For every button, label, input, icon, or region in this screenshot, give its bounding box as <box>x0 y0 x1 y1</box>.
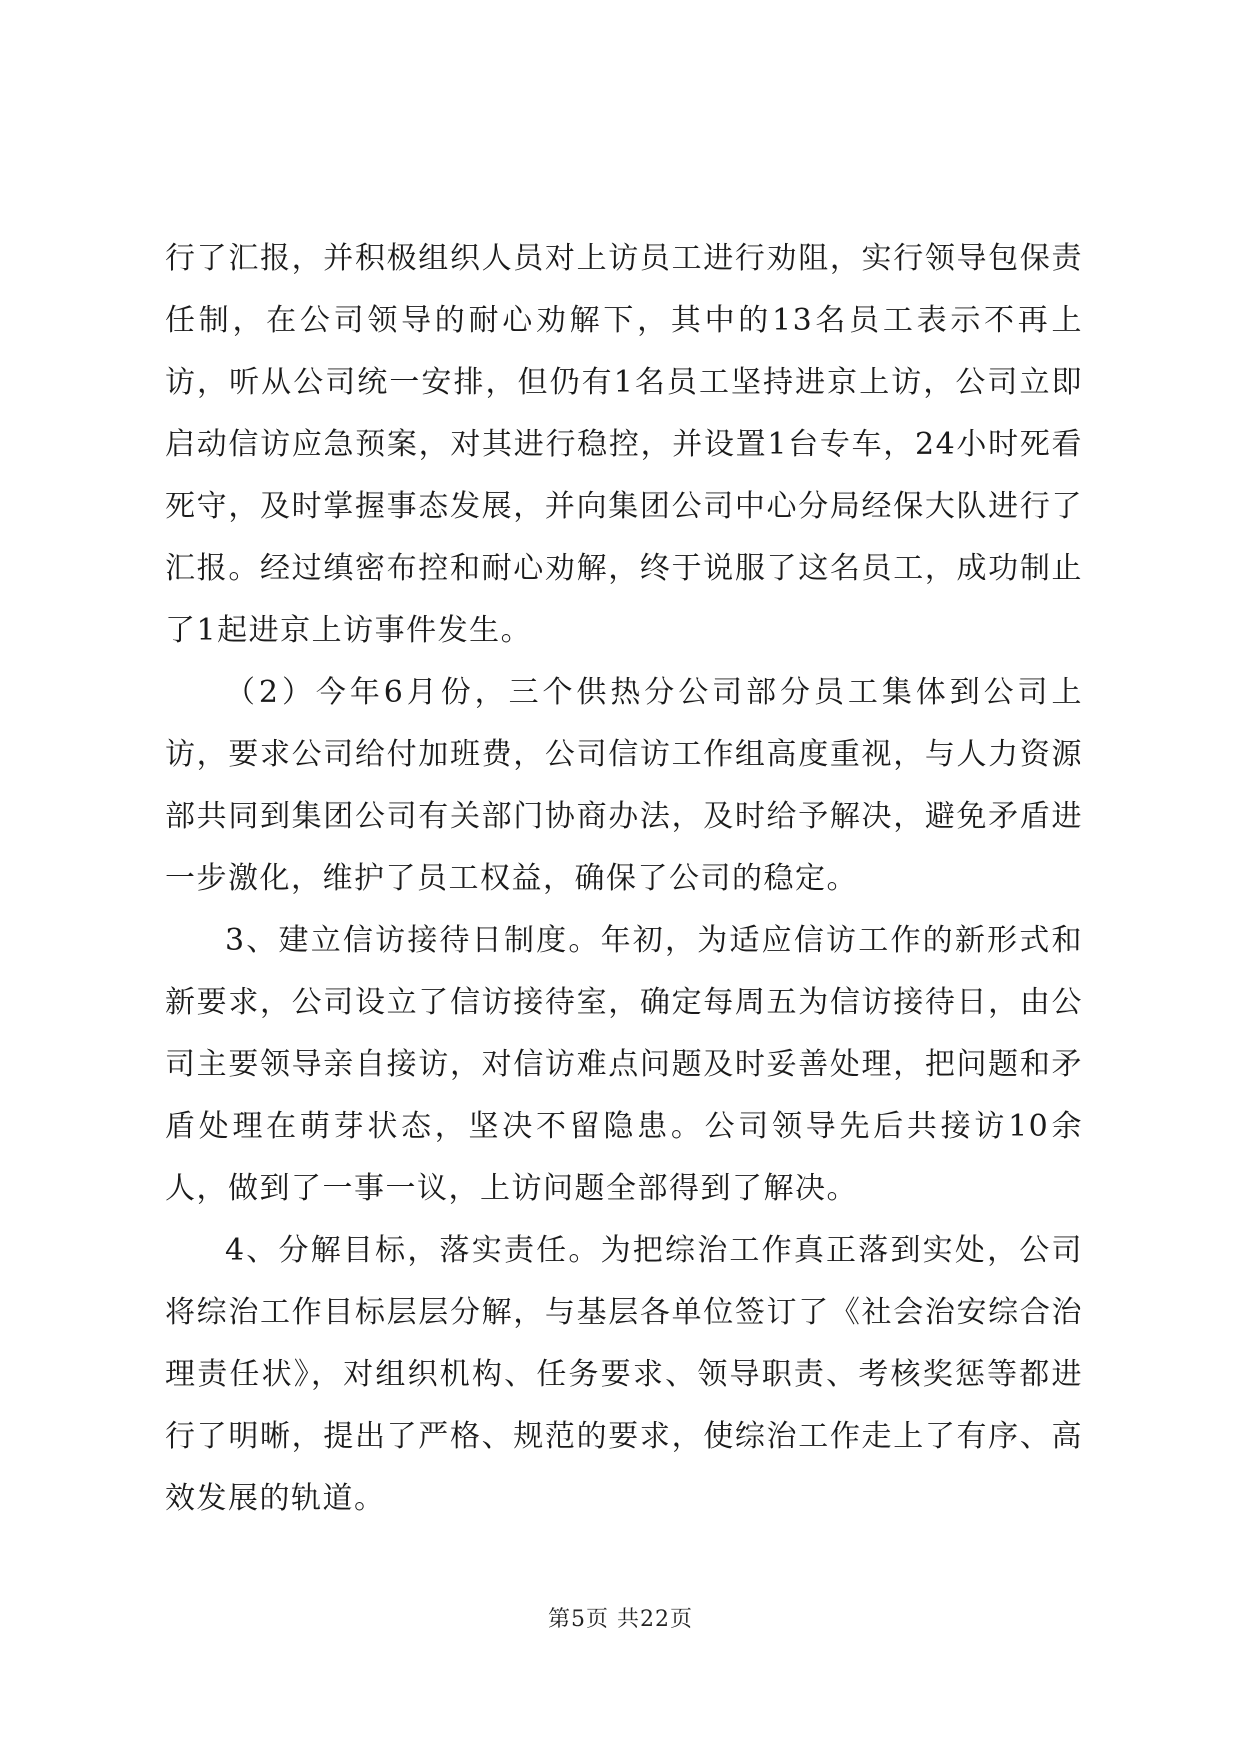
page-number-footer: 第5页 共22页 <box>548 1607 693 1632</box>
document-body <box>165 228 1083 1530</box>
paragraph-section-3: 3、建立信访接待日制度。年初，为适应信访工作的新形式和新要求，公司设立了信访接待室，确定每周五为信访接待日，由公司主要领导亲自接访，对信访难点问题及时妥善处理，把问题和矛盾处理在萌芽状态，坚决不留隐患。公司领导先后共接访10余人，做到了一事一议，上访问题全部得到了解决。 <box>165 923 1083 1206</box>
paragraph-continued: 行了汇报，并积极组织人员对上访员工进行劝阻，实行领导包保责任制，在公司领导的耐心劝解下，其中的13名员工表示不再上访，听从公司统一安排，但仍有1名员工坚持进京上访，公司立即启动信访应急预案，对其进行稳控，并设置1台专车，24小时死看死守，及时掌握事态发展，并向集团公司中心分局经保大队进行了汇报。经过缜密布控和耐心劝解，终于说服了这名员工，成功制止了1起进京上访事件发生。 <box>165 241 1083 648</box>
paragraph-item-2: （2）今年6月份，三个供热分公司部分员工集体到公司上访，要求公司给付加班费，公司信访工作组高度重视，与人力资源部共同到集团公司有关部门协商办法，及时给予解决，避免矛盾进一步激化，维护了员工权益，确保了公司的稳定。 <box>165 675 1083 896</box>
paragraph-section-4: 4、分解目标，落实责任。为把综治工作真正落到实处，公司将综治工作目标层层分解，与基层各单位签订了《社会治安综合治理责任状》，对组织机构、任务要求、领导职责、考核奖惩等都进行了明晰，提出了严格、规范的要求，使综治工作走上了有序、高效发展的轨道。 <box>165 1233 1083 1516</box>
